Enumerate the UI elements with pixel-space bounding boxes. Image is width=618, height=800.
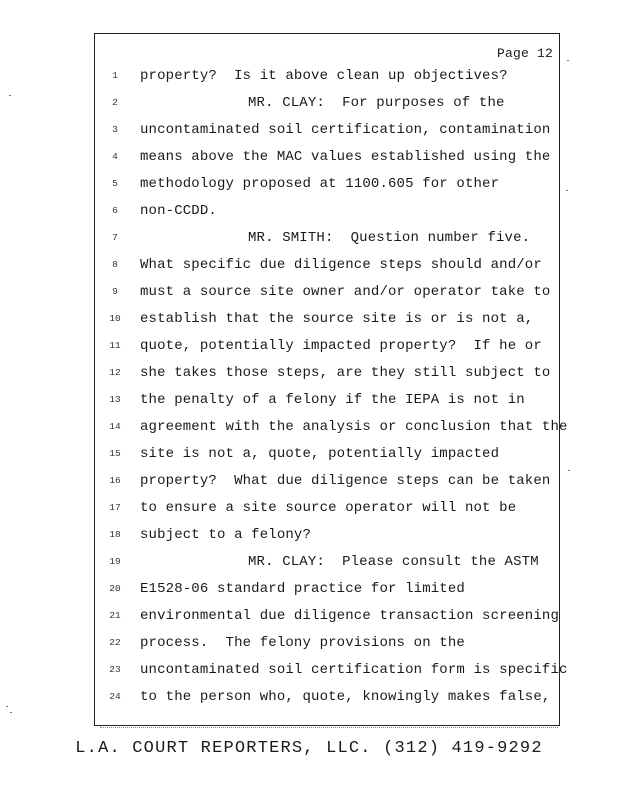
line-number: 1 <box>112 70 118 81</box>
transcript-line <box>95 203 559 230</box>
transcript-line <box>95 149 559 176</box>
page-number: Page 12 <box>496 46 553 61</box>
transcript-line <box>95 500 559 527</box>
line-number: 13 <box>109 394 121 405</box>
line-number: 16 <box>109 475 121 486</box>
scan-speck <box>9 95 11 96</box>
line-text: MR. CLAY: Please consult the ASTM <box>248 554 539 570</box>
line-text: to ensure a site source operator will not be <box>140 500 517 516</box>
line-number: 9 <box>112 286 118 297</box>
transcript-line <box>95 284 559 311</box>
line-text: she takes those steps, are they still subject to <box>140 365 551 381</box>
line-text: property? What due diligence steps can be taken <box>140 473 551 489</box>
transcript-line <box>95 338 559 365</box>
transcript-line <box>95 662 568 689</box>
line-number: 20 <box>109 583 121 594</box>
transcript-line <box>95 689 559 716</box>
transcript-line <box>95 95 559 122</box>
line-number: 14 <box>109 421 121 432</box>
line-text: uncontaminated soil certification form is specific <box>140 662 568 678</box>
line-text: MR. SMITH: Question number five. <box>248 230 531 246</box>
transcript-line <box>95 311 559 338</box>
line-number: 23 <box>109 664 121 675</box>
scan-speck <box>568 470 570 471</box>
line-number: 22 <box>109 637 121 648</box>
line-text: non-CCDD. <box>140 203 217 219</box>
line-text: What specific due diligence steps should and/or <box>140 257 542 273</box>
line-number: 19 <box>109 556 121 567</box>
line-text: uncontaminated soil certification, contamination <box>140 122 551 138</box>
line-text: process. The felony provisions on the <box>140 635 465 651</box>
line-text: E1528-06 standard practice for limited <box>140 581 465 597</box>
transcript-line <box>95 527 559 554</box>
transcript-line <box>95 365 559 392</box>
transcript-line <box>95 230 559 257</box>
line-number: 12 <box>109 367 121 378</box>
line-number: 7 <box>112 232 118 243</box>
transcript-line <box>95 473 559 500</box>
line-text: means above the MAC values established using the <box>140 149 551 165</box>
scan-speck <box>10 712 12 713</box>
line-number: 18 <box>109 529 121 540</box>
line-number: 17 <box>109 502 121 513</box>
line-text: must a source site owner and/or operator take to <box>140 284 551 300</box>
scan-speck <box>567 60 569 61</box>
line-text: subject to a felony? <box>140 527 312 543</box>
transcript-line <box>95 635 559 662</box>
transcript-line <box>95 176 559 203</box>
transcript-line <box>95 446 559 473</box>
line-text: MR. CLAY: For purposes of the <box>248 95 505 111</box>
line-text: methodology proposed at 1100.605 for other <box>140 176 500 192</box>
line-number: 4 <box>112 151 118 162</box>
frame-bottom-rule <box>100 727 558 728</box>
line-text: site is not a, quote, potentially impacted <box>140 446 500 462</box>
transcript-line <box>95 392 559 419</box>
transcript-line <box>95 608 559 635</box>
line-number: 3 <box>112 124 118 135</box>
transcript-line <box>95 419 568 446</box>
line-number: 15 <box>109 448 121 459</box>
transcript-line <box>95 554 559 581</box>
line-number: 8 <box>112 259 118 270</box>
line-text: quote, potentially impacted property? If he or <box>140 338 542 354</box>
line-text: agreement with the analysis or conclusion that the <box>140 419 568 435</box>
court-reporter-footer: L.A. COURT REPORTERS, LLC. (312) 419-9292 <box>75 739 543 758</box>
line-text: property? Is it above clean up objectives? <box>140 68 508 84</box>
line-number: 10 <box>109 313 121 324</box>
transcript-line <box>95 68 559 95</box>
transcript-line <box>95 581 559 608</box>
scan-speck <box>6 706 8 707</box>
scan-speck <box>566 190 568 191</box>
transcript-frame <box>94 33 568 726</box>
line-number: 6 <box>112 205 118 216</box>
line-number: 11 <box>109 340 121 351</box>
transcript-line <box>95 257 559 284</box>
line-number: 24 <box>109 691 121 702</box>
line-number: 21 <box>109 610 121 621</box>
transcript-line <box>95 122 559 149</box>
line-text: to the person who, quote, knowingly makes false, <box>140 689 551 705</box>
line-text: the penalty of a felony if the IEPA is not in <box>140 392 525 408</box>
line-number: 2 <box>112 97 118 108</box>
line-number: 5 <box>112 178 118 189</box>
line-text: environmental due diligence transaction screening <box>140 608 560 624</box>
line-text: establish that the source site is or is not a, <box>140 311 534 327</box>
